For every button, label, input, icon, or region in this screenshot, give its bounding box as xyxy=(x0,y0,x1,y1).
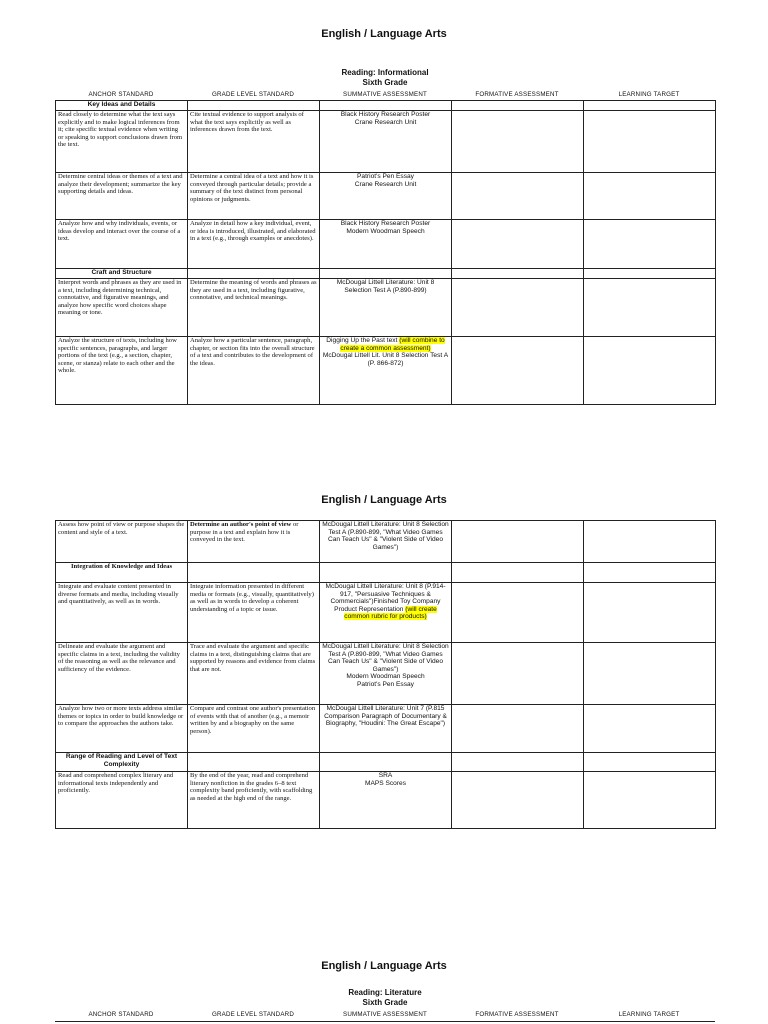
page-title: English / Language Arts xyxy=(321,494,447,506)
formative-cell xyxy=(452,279,584,337)
column-header-summative: SUMMATIVE ASSESSMENT xyxy=(343,91,427,98)
formative-cell xyxy=(452,173,584,220)
table-row xyxy=(56,643,716,705)
summative-line: Crane Research Unit xyxy=(354,180,417,188)
table-row xyxy=(56,337,716,405)
highlight-note: (will combine to create a common assessment) xyxy=(340,337,445,352)
anchor-cell: Assess how point of view or purpose shapes the content and style of a text. xyxy=(56,521,188,563)
highlight-note: (will create common rubric for products) xyxy=(344,605,437,621)
summative-cell xyxy=(320,583,452,643)
grade-cell: Analyze in detail how a key individual, event, or idea is introduced, illustrated, and elaborated in a text (e.g., through examples or anecdotes). xyxy=(188,220,320,269)
standards-table-2 xyxy=(55,520,716,829)
section-title xyxy=(319,68,451,88)
summative-line: Black History Research Poster xyxy=(340,111,431,118)
target-cell xyxy=(584,521,716,563)
summative-line: Modern Woodman Speech xyxy=(346,227,425,235)
anchor-cell: Delineate and evaluate the argument and specific claims in a text, including the validity of the reasoning as well as the relevance and sufficiency of the evidence. xyxy=(56,643,188,705)
anchor-cell: Read and comprehend complex literary and informational texts independently and proficiently. xyxy=(56,772,188,829)
anchor-cell: Analyze the structure of texts, including how specific sentences, paragraphs, and larger portions of the text (e.g., a section, chapter, scene, or stanza) relate to each other and the whole. xyxy=(56,337,188,405)
grade-cell: Determine the meaning of words and phrases as they are used in a text, including figurative, connotative, and technical meanings. xyxy=(188,279,320,337)
page-title: English / Language Arts xyxy=(321,960,447,972)
column-header-target: LEARNING TARGET xyxy=(618,91,680,98)
summative-cell xyxy=(320,279,452,337)
summative-cell xyxy=(320,173,452,220)
column-header-target: LEARNING TARGET xyxy=(618,1011,680,1018)
table-row xyxy=(56,772,716,829)
target-cell xyxy=(584,111,716,173)
target-cell xyxy=(584,173,716,220)
formative-cell xyxy=(452,111,584,173)
summative-cell xyxy=(320,111,452,173)
table-row xyxy=(56,269,716,279)
table-row xyxy=(56,279,716,337)
formative-cell xyxy=(452,643,584,705)
section-title-line2: Sixth Grade xyxy=(362,78,408,87)
target-cell xyxy=(584,643,716,705)
formative-cell xyxy=(452,772,584,829)
section-heading: Key Ideas and Details xyxy=(56,101,188,111)
section-title-line2: Sixth Grade xyxy=(362,998,408,1007)
anchor-cell: Read closely to determine what the text says explicitly and to make logical inferences from it; cite specific textual evidence when writing or speaking to support conclusions drawn from the text. xyxy=(56,111,188,173)
column-header-grade: GRADE LEVEL STANDARD xyxy=(211,91,295,98)
column-header-formative: FORMATIVE ASSESSMENT xyxy=(475,1011,559,1018)
table-row xyxy=(56,563,716,583)
page-title: English / Language Arts xyxy=(321,28,447,40)
anchor-cell: Analyze how and why individuals, events, or ideas develop and interact over the course of a text. xyxy=(56,220,188,269)
summative-line: McDougal Littell Literature: Unit 8 Selection Test A (P.890-899, "What Video Games Can Teach Us" & "Violent Side of Video Games") xyxy=(322,643,449,673)
column-header-formative: FORMATIVE ASSESSMENT xyxy=(475,91,559,98)
column-header-summative: SUMMATIVE ASSESSMENT xyxy=(343,1011,427,1018)
standards-table-1 xyxy=(55,100,716,405)
summative-line: Digging Up the Past text xyxy=(326,337,398,344)
column-headers xyxy=(55,1011,715,1021)
section-title xyxy=(319,988,451,1008)
summative-line: McDougal Littell Literature: Unit 8 Selection Test A (P.890-899, "What Video Games Can Teach Us" & "Violent Side of Video Games") xyxy=(322,521,449,551)
section-heading: Integration of Knowledge and Ideas xyxy=(56,563,188,583)
summative-line: McDougal Littell Literature: Unit 7 (P.815 Comparison Paragraph of Documentary & Biography, "Houdini: The Great Escape") xyxy=(324,705,447,728)
table-row xyxy=(56,583,716,643)
summative-line: Black History Research Poster xyxy=(340,220,431,227)
summative-line: Patriot's Pen Essay xyxy=(357,173,414,180)
column-header-anchor: ANCHOR STANDARD xyxy=(88,91,154,98)
table-top-border xyxy=(55,1021,715,1022)
section-title-line1: Reading: Informational xyxy=(341,68,429,77)
target-cell xyxy=(584,279,716,337)
grade-cell: By the end of the year, read and comprehend literary nonfiction in the grades 6–8 text complexity band proficiently, with scaffolding as needed at the high end of the range. xyxy=(188,772,320,829)
column-header-grade: GRADE LEVEL STANDARD xyxy=(211,1011,295,1018)
target-cell xyxy=(584,583,716,643)
table-row xyxy=(56,173,716,220)
section-heading: Range of Reading and Level of Text Complexity xyxy=(56,753,188,772)
grade-cell: Cite textual evidence to support analysis of what the text says explicitly as well as inferences drawn from the text. xyxy=(188,111,320,173)
table-row xyxy=(56,111,716,173)
grade-cell: Integrate information presented in different media or formats (e.g., visually, quantitatively) as well as in words to develop a coherent understanding of a topic or issue. xyxy=(188,583,320,643)
summative-line: McDougal Littell Literature: Unit 8 xyxy=(336,279,435,286)
column-header-anchor: ANCHOR STANDARD xyxy=(88,1011,154,1018)
table-row xyxy=(56,101,716,111)
section-heading: Craft and Structure xyxy=(56,269,188,279)
formative-cell xyxy=(452,220,584,269)
summative-line: Modern Woodman Speech xyxy=(346,673,425,681)
formative-cell xyxy=(452,337,584,405)
grade-text: or purpose in a text and explain how it is conveyed in the text. xyxy=(190,521,299,544)
summative-line: McDougal Littell Literature: Unit 8 (P.914-917, "Persuasive Techniques & Commercials")Finished Toy Company Product Representation xyxy=(325,583,446,613)
summative-line: Selection Test A (P.890-899) xyxy=(344,286,427,294)
grade-cell: Determine a central idea of a text and how it is conveyed through particular details; provide a summary of the text distinct from personal opinions or judgments. xyxy=(188,173,320,220)
summative-line: SRA xyxy=(378,772,393,779)
formative-cell xyxy=(452,521,584,563)
grade-cell: Compare and contrast one author's presentation of events with that of another (e.g., a memoir written by and a biography on the same person). xyxy=(188,705,320,753)
table-row xyxy=(56,753,716,772)
summative-line: Crane Research Unit xyxy=(354,118,417,126)
table-row xyxy=(56,220,716,269)
target-cell xyxy=(584,220,716,269)
target-cell xyxy=(584,705,716,753)
summative-cell xyxy=(320,705,452,753)
grade-cell: Trace and evaluate the argument and specific claims in a text, distinguishing claims that are supported by reasons and evidence from claims that are not. xyxy=(188,643,320,705)
formative-cell xyxy=(452,705,584,753)
anchor-cell: Interpret words and phrases as they are used in a text, including determining technical, connotative, and figurative meanings, and analyze how specific word choices shape meaning or tone. xyxy=(56,279,188,337)
summative-line: Patriot's Pen Essay xyxy=(357,680,414,688)
grade-cell: Analyze how a particular sentence, paragraph, chapter, or section fits into the overall structure of a text and contributes to the development of the ideas. xyxy=(188,337,320,405)
target-cell xyxy=(584,772,716,829)
summative-cell xyxy=(320,521,452,563)
anchor-cell: Determine central ideas or themes of a text and analyze their development; summarize the key supporting details and ideas. xyxy=(56,173,188,220)
table-row xyxy=(56,705,716,753)
anchor-cell: Integrate and evaluate content presented in diverse formats and media, including visually and quantitatively, as well as in words. xyxy=(56,583,188,643)
summative-line: McDougal Littell Lit. Unit 8 Selection Test A (P. 866-872) xyxy=(322,352,449,367)
section-title-line1: Reading: Literature xyxy=(348,988,422,997)
table-row xyxy=(56,521,716,563)
summative-line: MAPS Scores xyxy=(364,779,407,787)
formative-cell xyxy=(452,583,584,643)
summative-cell xyxy=(320,772,452,829)
grade-bold-text: Determine an author's point of view xyxy=(190,521,292,528)
summative-cell xyxy=(320,337,452,405)
grade-cell xyxy=(188,521,320,563)
summative-cell xyxy=(320,643,452,705)
anchor-cell: Analyze how two or more texts address similar themes or topics in order to build knowledge or to compare the approaches the authors take. xyxy=(56,705,188,753)
summative-cell xyxy=(320,220,452,269)
target-cell xyxy=(584,337,716,405)
